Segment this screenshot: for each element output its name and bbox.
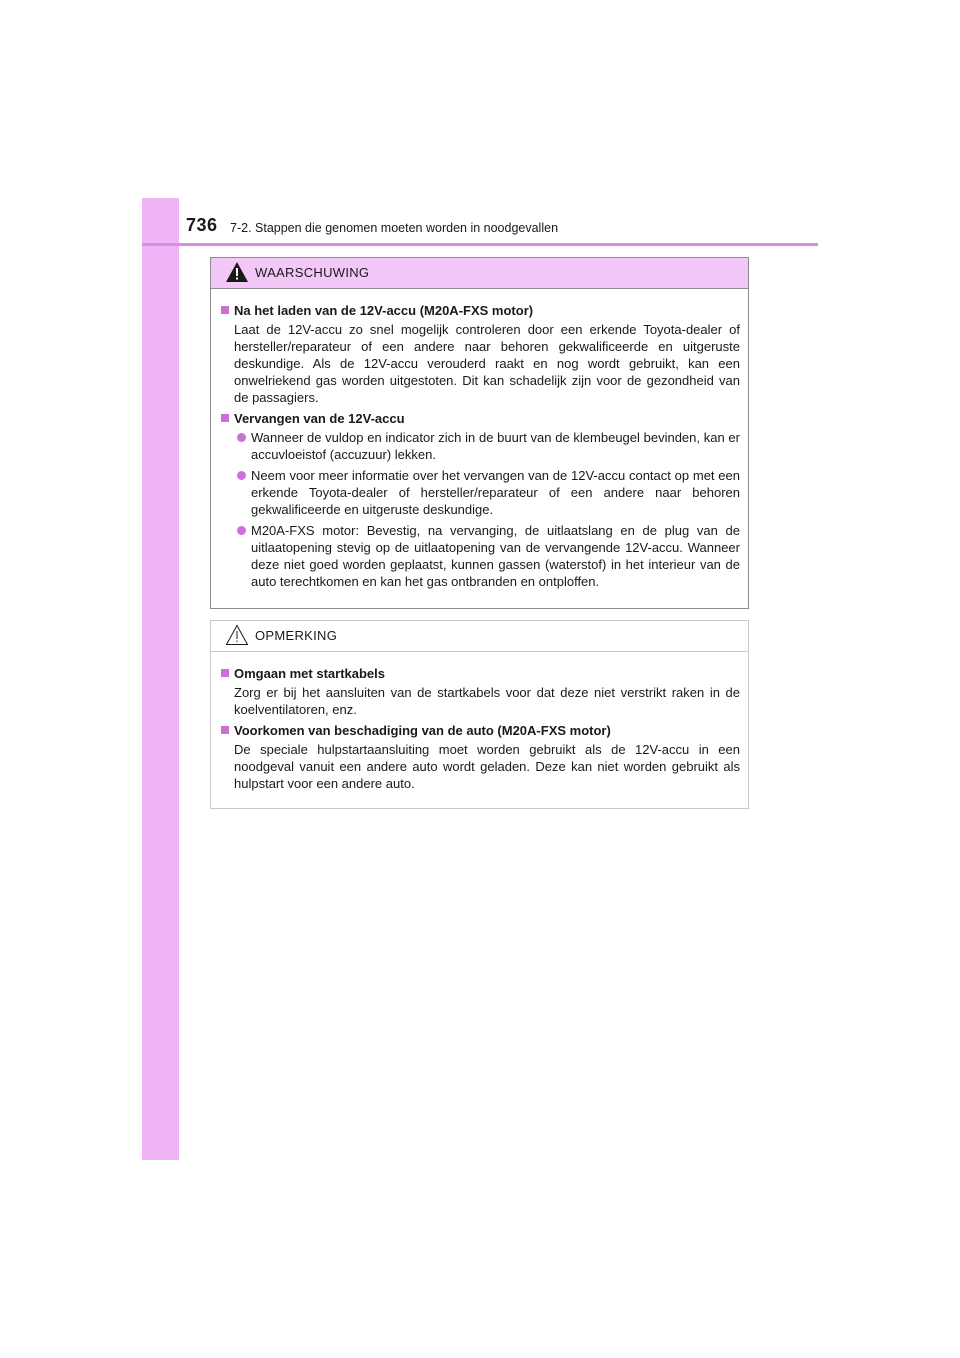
round-bullet-icon xyxy=(237,471,246,480)
warning-box xyxy=(210,257,749,609)
square-bullet-icon xyxy=(221,669,229,677)
side-color-band xyxy=(142,198,179,1160)
round-bullet-icon xyxy=(237,526,246,535)
list-item xyxy=(221,429,740,463)
square-bullet-icon xyxy=(221,414,229,422)
section-title-text: Vervangen van de 12V-accu xyxy=(234,411,405,426)
notice-label: OPMERKING xyxy=(255,628,338,643)
warning-box-body xyxy=(211,289,748,590)
warning-triangle-filled-icon xyxy=(225,261,249,283)
warning-triangle-outline-icon xyxy=(225,624,249,646)
square-bullet-icon xyxy=(221,726,229,734)
section-title xyxy=(221,410,740,427)
section-title-text: Voorkomen van beschadiging van de auto (M20A-FXS motor) xyxy=(234,723,611,738)
list-item-text: M20A-FXS motor: Bevestig, na vervanging, de uitlaatslang en de plug van de uitlaatopening stevig op de uitlaatopening van de vervangende 12V-accu. Wanneer deze niet goed worden geplaatst, kunnen gassen (waterstof) in het interieur van de auto terechtkomen en kan het gas ontbranden en ontploffen. xyxy=(251,523,740,589)
section-paragraph: Zorg er bij het aansluiten van de startkabels voor dat deze niet verstrikt raken in de koelventilatoren, enz. xyxy=(234,685,740,717)
notice-box-body xyxy=(211,652,748,792)
section-title xyxy=(221,722,740,739)
notice-box-header xyxy=(211,621,748,652)
list-item-text: Wanneer de vuldop en indicator zich in de buurt van de klembeugel bevinden, kan er accuvloeistof (accuzuur) lekken. xyxy=(251,430,740,462)
section-title xyxy=(221,665,740,682)
list-item xyxy=(221,522,740,590)
section-title-text: Na het laden van de 12V-accu (M20A-FXS motor) xyxy=(234,303,534,318)
warning-label: WAARSCHUWING xyxy=(255,265,370,280)
section-title-text: Omgaan met startkabels xyxy=(234,666,386,681)
section-paragraph: Laat de 12V-accu zo snel mogelijk controleren door een erkende Toyota-dealer of hersteller/reparateur of een andere naar behoren gekwalificeerde en uitgeruste deskundige. Als de 12V-accu verouderd raakt en nog wordt gebruikt, kan een onwelriekend gas worden uitgestoten. Dit kan schadelijk zijn voor de gezondheid van de passagiers. xyxy=(234,322,740,405)
page-number: 736 xyxy=(186,215,218,235)
chapter-title: 7-2. Stappen die genomen moeten worden in noodgevallen xyxy=(230,221,559,235)
list-item xyxy=(221,467,740,518)
square-bullet-icon xyxy=(221,306,229,314)
list-item-text: Neem voor meer informatie over het vervangen van de 12V-accu contact op met een erkende Toyota-dealer of hersteller/reparateur of een andere naar behoren gekwalificeerde en uitgeruste deskundige. xyxy=(251,468,740,517)
section-paragraph: De speciale hulpstartaansluiting moet worden gebruikt als de 12V-accu in een noodgeval vanuit een andere auto wordt geladen. Deze kan niet worden gebruikt als hulpstart voor een andere auto. xyxy=(234,742,740,791)
warning-box-header xyxy=(211,258,748,289)
section-title xyxy=(221,302,740,319)
notice-box xyxy=(210,620,749,809)
round-bullet-icon xyxy=(237,433,246,442)
header-divider xyxy=(142,243,818,246)
